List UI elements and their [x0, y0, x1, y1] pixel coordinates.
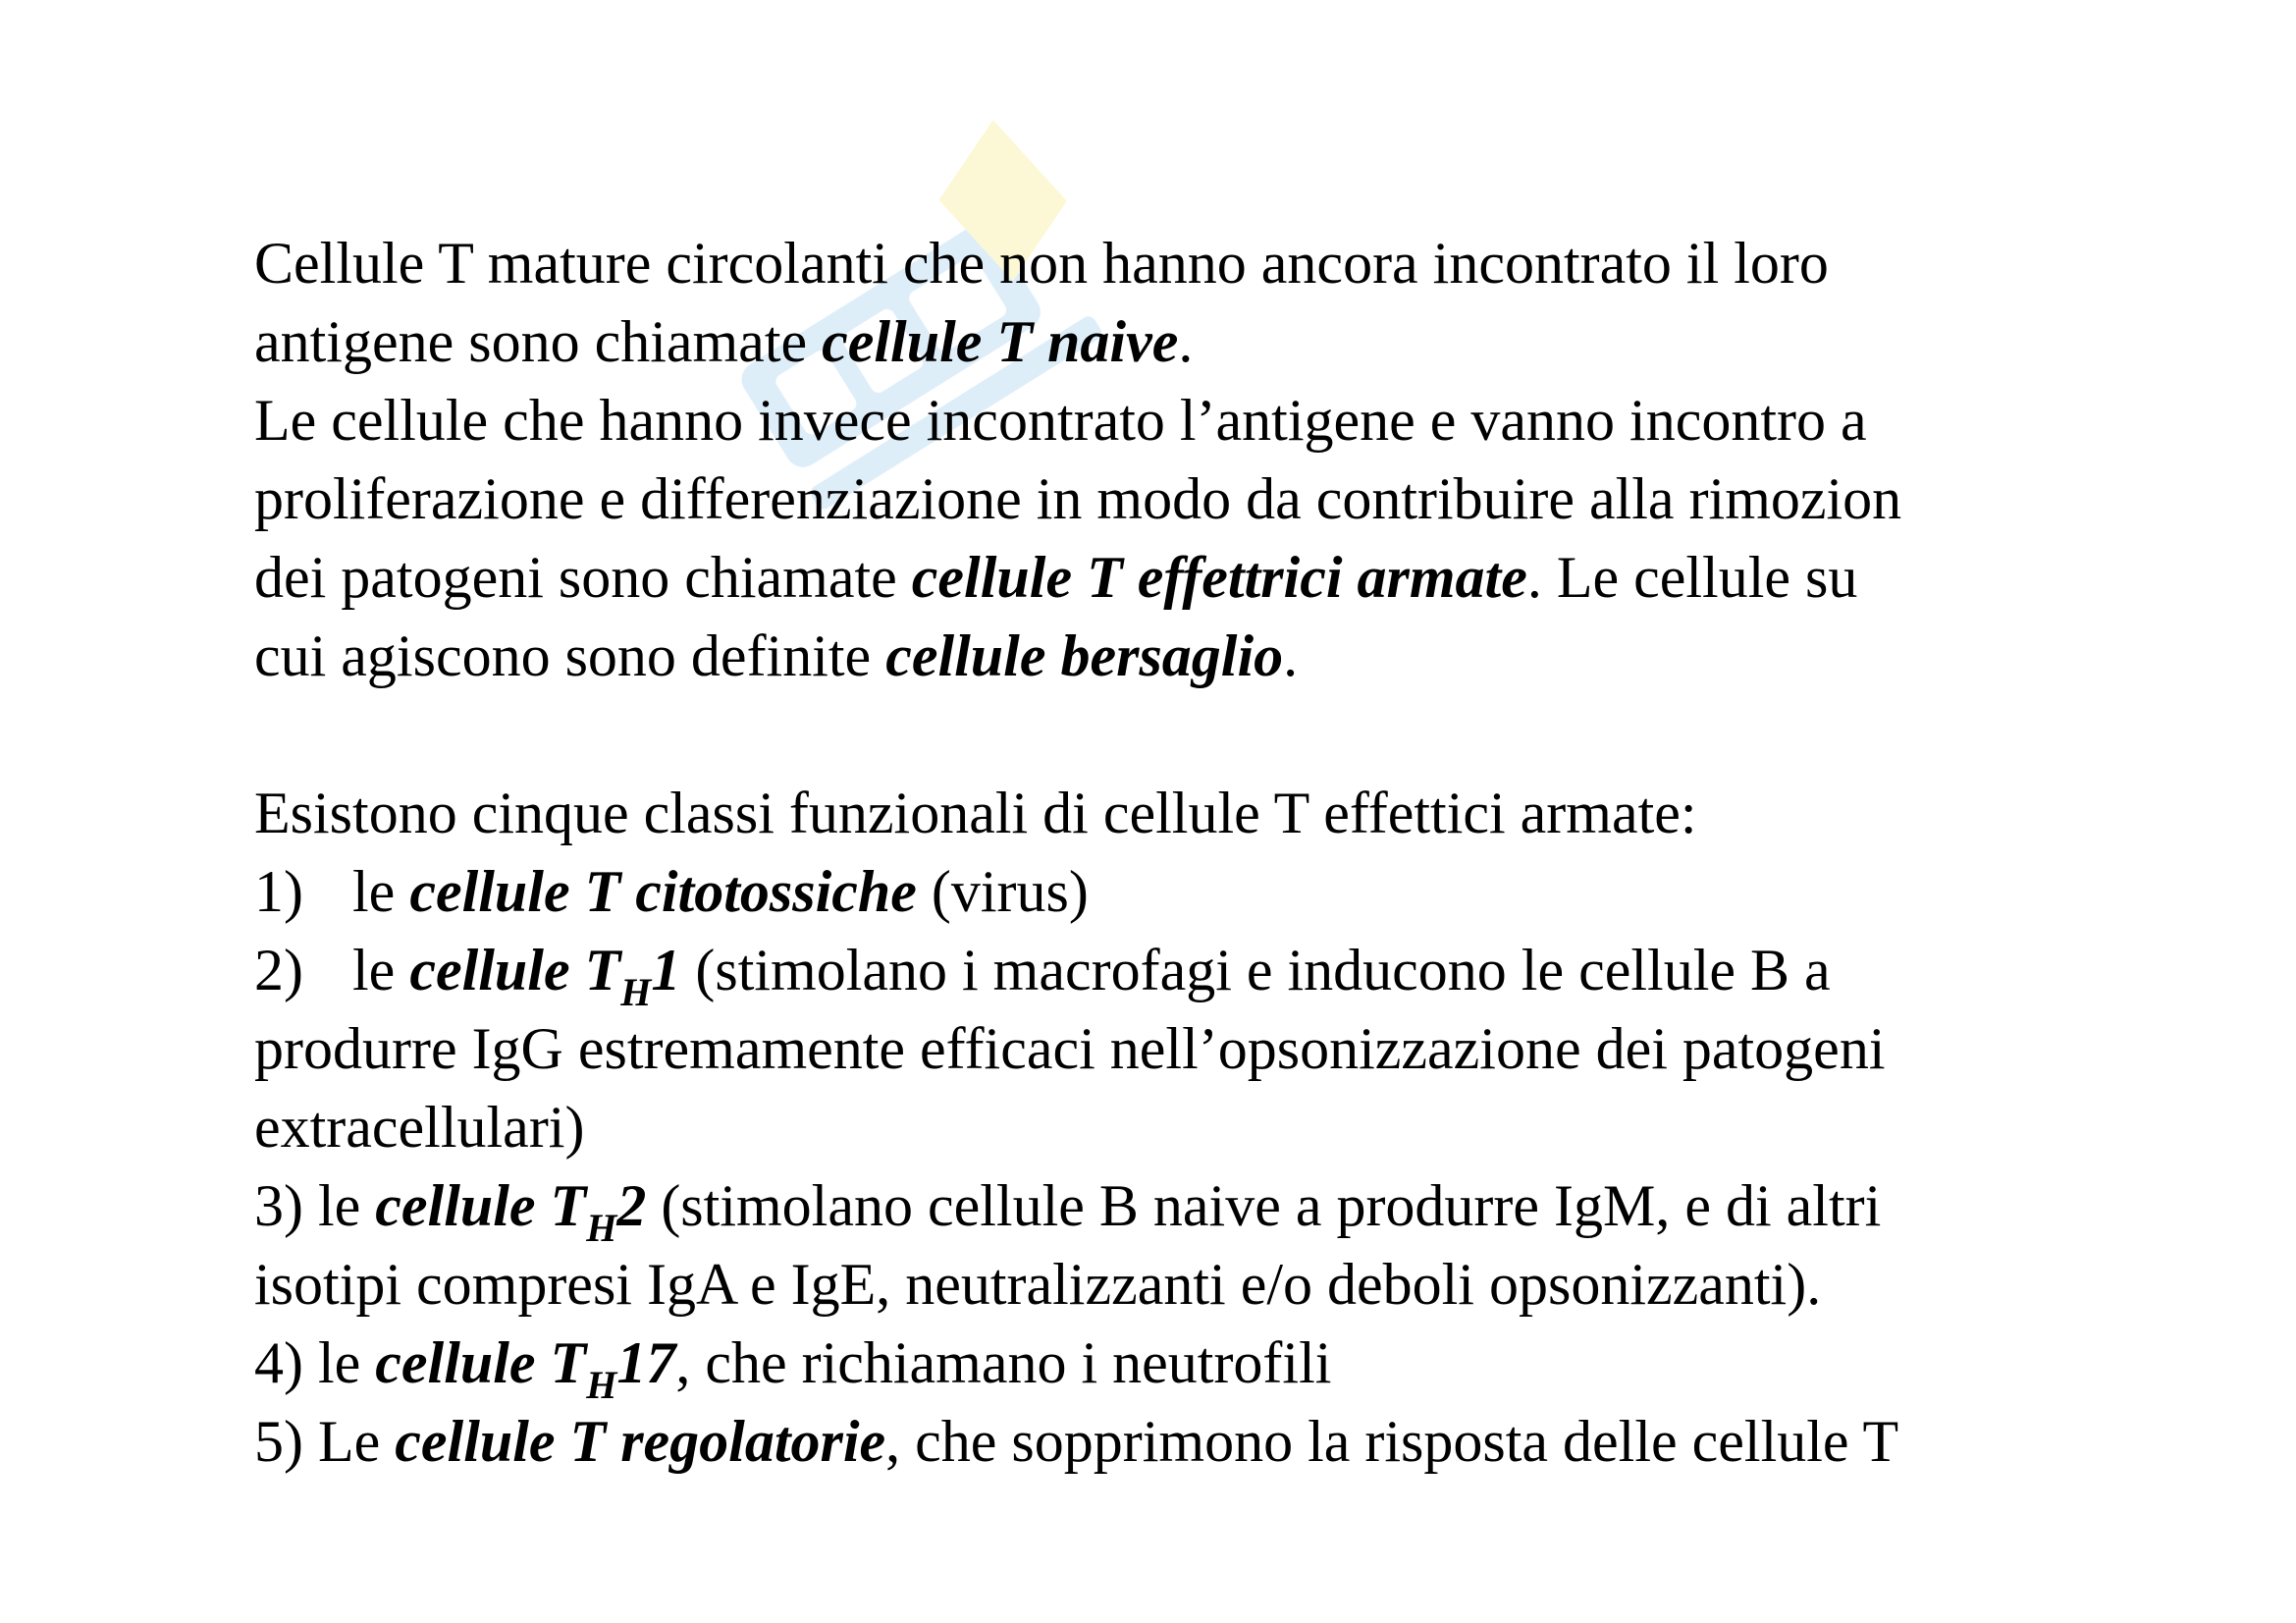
paragraph1-line1: Cellule T mature circolanti che non hanno ancora incontrato il loro	[254, 231, 1829, 296]
text-segment: 3) le	[254, 1173, 376, 1238]
term-suffix: 17	[616, 1330, 676, 1395]
term-suffix: 2	[616, 1173, 647, 1238]
term-cellule-t-citotossiche: cellule T citotossiche	[409, 859, 917, 924]
paragraph2-line3	[254, 538, 2119, 617]
subscript: H	[586, 1206, 617, 1250]
term-cellule-t-regolatorie: cellule T regolatorie	[395, 1409, 886, 1474]
text-segment: (virus)	[916, 859, 1089, 924]
term-cellule-bersaglio: cellule bersaglio	[885, 623, 1284, 688]
term-text: cellule T	[409, 938, 621, 1002]
list-item-3-line2: isotipi compresi IgA e IgE, neutralizzanti e/o deboli opsonizzanti).	[254, 1252, 1822, 1317]
text-segment: 5) Le	[254, 1409, 396, 1474]
text-segment: dei patogeni sono chiamate	[254, 545, 912, 610]
subscript: H	[586, 1363, 617, 1407]
text-segment: antigene sono chiamate	[254, 309, 823, 374]
text-segment: , che sopprimono la risposta delle cellule T	[885, 1409, 1899, 1474]
list-item-2	[254, 931, 2119, 1014]
paragraph2-line4	[254, 617, 2119, 695]
list-item-4	[254, 1324, 2119, 1407]
term-text: cellule T	[375, 1330, 587, 1395]
list-number: 2)	[254, 938, 303, 1002]
term-cellule-t-effettrici-armate: cellule T effettrici armate	[911, 545, 1527, 610]
text-segment: le	[352, 859, 410, 924]
slide-text	[254, 224, 2119, 1481]
list-item-5	[254, 1402, 2119, 1481]
term-cellule-t-naive: cellule T naive	[822, 309, 1179, 374]
list-item-2-line2: produrre IgG estremamente efficaci nell’opsonizzazione dei patogeni	[254, 1016, 1886, 1081]
text-segment: .	[1283, 623, 1299, 688]
term-cellule-th1	[409, 938, 681, 1014]
text-segment: cui agiscono sono definite	[254, 623, 886, 688]
blank-line	[254, 695, 2119, 774]
text-segment: , che richiamano i neutrofili	[675, 1330, 1332, 1395]
paragraph1-line2	[254, 302, 2119, 381]
term-suffix: 1	[651, 938, 681, 1002]
text-segment: 4) le	[254, 1330, 376, 1395]
text-segment: (stimolano i macrofagi e inducono le cellule B a	[680, 938, 1831, 1002]
list-item-2-line3: extracellulari)	[254, 1095, 585, 1160]
subscript: H	[620, 970, 652, 1014]
text-segment: .	[1178, 309, 1194, 374]
text-segment: le	[352, 938, 410, 1002]
term-cellule-th17	[375, 1330, 676, 1407]
term-text: cellule T	[375, 1173, 587, 1238]
paragraph2-line1: Le cellule che hanno invece incontrato l’antigene e vanno incontro a	[254, 388, 1867, 453]
list-number: 1)	[254, 859, 303, 924]
term-cellule-th2	[375, 1173, 647, 1250]
list-item-3	[254, 1166, 2119, 1250]
text-segment: (stimolano cellule B naive a produrre IgM, e di altri	[646, 1173, 1882, 1238]
classes-intro: Esistono cinque classi funzionali di cellule T effettici armate:	[254, 781, 1697, 845]
paragraph2-line2: proliferazione e differenziazione in modo da contribuire alla rimozion	[254, 466, 1902, 531]
list-item-1	[254, 852, 2119, 931]
text-segment: . Le cellule su	[1526, 545, 1858, 610]
